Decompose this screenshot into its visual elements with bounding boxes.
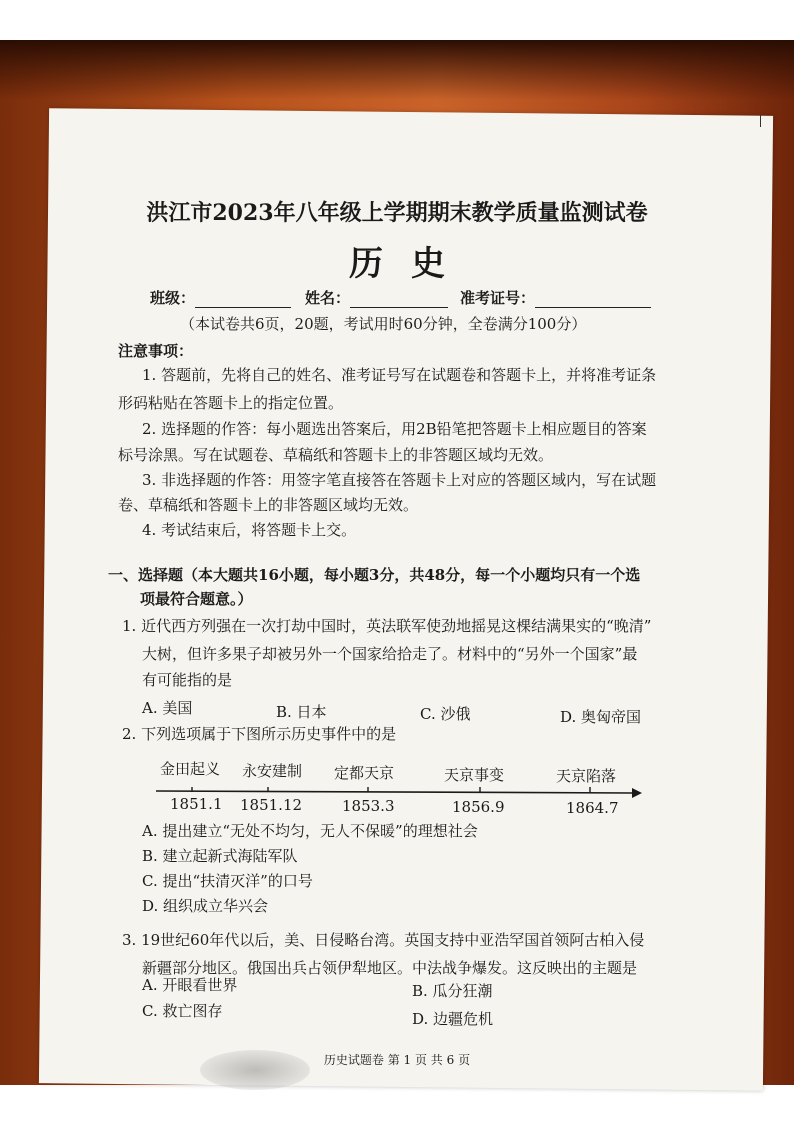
timeline-event: 定都天京	[334, 764, 395, 782]
page-footer: 历史试题卷 第 1 页 共 6 页	[323, 1053, 471, 1067]
exam-meta: （本试卷共6页，20题，考试用时60分钟，全卷满分100分）	[180, 315, 587, 333]
notice-line: 1. 答题前，先将自己的姓名、准考证号写在试题卷和答题卡上，并将准考证条	[142, 366, 657, 384]
q1-option-b[interactable]: B. 日本	[276, 703, 327, 721]
notice-line: 2. 选择题的作答：每小题选出答案后，用2B铅笔把答题卡上相应题目的答案	[142, 420, 647, 438]
q2-option-c[interactable]: C. 提出“扶清灭洋”的口号	[142, 872, 313, 890]
exam-title: 洪江市2023年八年级上学期期末教学质量监测试卷	[146, 200, 648, 226]
timeline-axis	[156, 791, 632, 793]
section-heading-cont: 项最符合题意。）	[140, 590, 253, 608]
notice-line: 标号涂黑。写在试题卷、草稿纸和答题卡上的非答题区域均无效。	[118, 446, 554, 464]
q1-stem: 1. 近代西方列强在一次打劫中国时，英法联军使劲地摇晃这棵结满果实的“晚清”	[122, 617, 652, 635]
q1-stem: 大树，但许多果子却被另外一个国家给拾走了。材料中的“另外一个国家”最	[142, 645, 638, 663]
q1-option-d[interactable]: D. 奥匈帝国	[560, 708, 642, 726]
q2-option-b[interactable]: B. 建立起新式海陆军队	[142, 847, 298, 865]
q2-stem: 2. 下列选项属于下图所示历史事件中的是	[122, 725, 397, 743]
q1-stem: 有可能指的是	[142, 671, 233, 689]
notice-heading: 注意事项：	[118, 342, 194, 360]
q2-option-a[interactable]: A. 提出建立“无处不均匀，无人不保暖”的理想社会	[142, 822, 478, 840]
notice-line: 卷、草稿纸和答题卡上的非答题区域均无效。	[118, 496, 419, 514]
paper-edge-mark	[760, 115, 761, 127]
timeline-event: 金田起义	[160, 760, 221, 778]
timeline-event: 天京陷落	[556, 767, 617, 785]
timeline-event: 天京事变	[444, 766, 505, 784]
timeline-date: 1856.9	[452, 798, 505, 816]
q1-option-a[interactable]: A. 美国	[142, 699, 193, 717]
q2-option-d[interactable]: D. 组织成立华兴会	[142, 897, 269, 915]
timeline-date: 1851.1	[170, 795, 223, 813]
class-label: 班级：	[150, 289, 196, 307]
q3-stem: 3. 19世纪60年代以后，美、日侵略台湾。英国支持中亚浩罕国首领阿古柏入侵	[122, 931, 645, 949]
timeline-arrow-icon	[632, 788, 642, 798]
top-shadow	[0, 40, 794, 100]
notice-line: 3. 非选择题的作答：用签字笔直接答在答题卡上对应的答题区域内，写在试题	[142, 471, 657, 489]
class-field[interactable]	[150, 287, 291, 308]
q3-option-a[interactable]: A. 开眼看世界	[142, 976, 238, 994]
q3-option-c[interactable]: C. 救亡图存	[142, 1002, 223, 1020]
q1-option-c[interactable]: C. 沙俄	[420, 705, 471, 723]
notice-line: 形码粘贴在答题卡上的指定位置。	[118, 394, 344, 412]
timeline-date: 1864.7	[566, 799, 619, 817]
timeline-date: 1853.3	[342, 797, 395, 815]
id-label: 准考证号：	[460, 289, 536, 307]
timeline-event: 永安建制	[242, 762, 303, 780]
timeline-date: 1851.12	[240, 796, 303, 814]
notice-line: 4. 考试结束后，将答题卡上交。	[142, 521, 357, 539]
q3-option-d[interactable]: D. 边疆危机	[412, 1010, 494, 1028]
subject-title: 历史	[349, 244, 473, 284]
q3-stem: 新疆部分地区。俄国出兵占领伊犁地区。中法战争爆发。这反映出的主题是	[142, 959, 638, 977]
name-field[interactable]	[305, 287, 448, 308]
name-label: 姓名：	[305, 289, 351, 307]
id-blank[interactable]	[535, 293, 651, 308]
id-field[interactable]	[460, 287, 651, 308]
section-heading: 一、选择题（本大题共16小题，每小题3分，共48分，每一个小题均只有一个选	[108, 566, 641, 584]
class-blank[interactable]	[195, 293, 291, 308]
name-blank[interactable]	[350, 293, 448, 308]
q3-option-b[interactable]: B. 瓜分狂潮	[412, 982, 493, 1000]
